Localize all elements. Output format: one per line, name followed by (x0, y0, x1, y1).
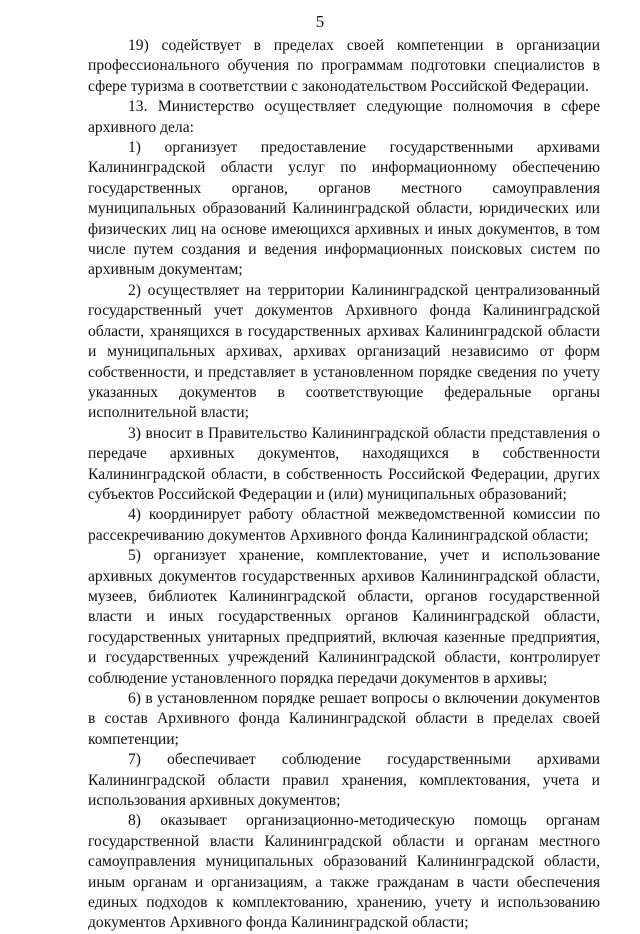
paragraph-item-3: 3) вносит в Правительство Калининградской области представления о передаче архивных документов, находящихся в собственности Калининградской области, в собственность Российской Федерации, других субъектов Российской Федерации и (или) муниципальных образований; (88, 424, 600, 503)
paragraph-item-4: 4) координирует работу областной межведомственной комиссии по рассекречиванию документов Архивного фонда Калининградской области; (88, 506, 600, 544)
paragraph-item-2: 2) осуществляет на территории Калининградской централизованный государственный учет документов Архивного фонда Калининградской области, хранящихся в государственных архивах Калининградской области и муниципальных архивах, архивах организаций независимо от форм собственности, и представляет в установленном порядке сведения по учету указанных документов в соответствующие федеральные органы исполнительной власти; (88, 281, 600, 422)
paragraph-item-8: 8) оказывает организационно-методическую помощь органам государственной власти Калининградской области и органам местного самоуправления муниципальных образований Калининградской области, иным органам и организациям, а также гражданам в части обеспечения единых подходов к комплектованию, хранению, учету и использованию документов Архивного фонда Калининградской области; (88, 812, 600, 932)
paragraph-item-6: 6) в установленном порядке решает вопросы о включении документов в состав Архивного фонда Калининградской области в пределах своей компетенции; (88, 690, 600, 748)
document-body (88, 36, 600, 934)
paragraph-item-19: 19) содействует в пределах своей компетенции в организации профессионального обучения по программам подготовки специалистов в сфере туризма в соответствии с законодательством Российской Федерации. (88, 37, 600, 95)
paragraph-item-7: 7) обеспечивает соблюдение государственными архивами Калининградской области правил хранения, комплектования, учета и использования архивных документов; (88, 751, 600, 810)
paragraph-item-5: 5) организует хранение, комплектование, учет и использование архивных документов государственных архивов Калининградской области, музеев, библиотек Калининградской области, органов государственной власти и иных государственных органов Калининградской области, государственных унитарных предприятий, включая казенные предприятия, и государственных учреждений Калининградской области, контролирует соблюдение установленного порядка передачи документов в архивы; (88, 547, 600, 687)
paragraph-section-13: 13. Министерство осуществляет следующие полномочия в сфере архивного дела: (88, 98, 600, 136)
page-number: 5 (315, 12, 325, 31)
paragraph-item-1: 1) организует предоставление государственными архивами Калининградской области услуг по информационному обеспечению государственных органов, органов местного самоуправления муниципальных образований Калининградской области, юридических или физических лиц на основе имеющихся архивных и иных документов, в том числе путем создания и ведения информационных поисковых систем по архивным документам; (88, 139, 600, 279)
